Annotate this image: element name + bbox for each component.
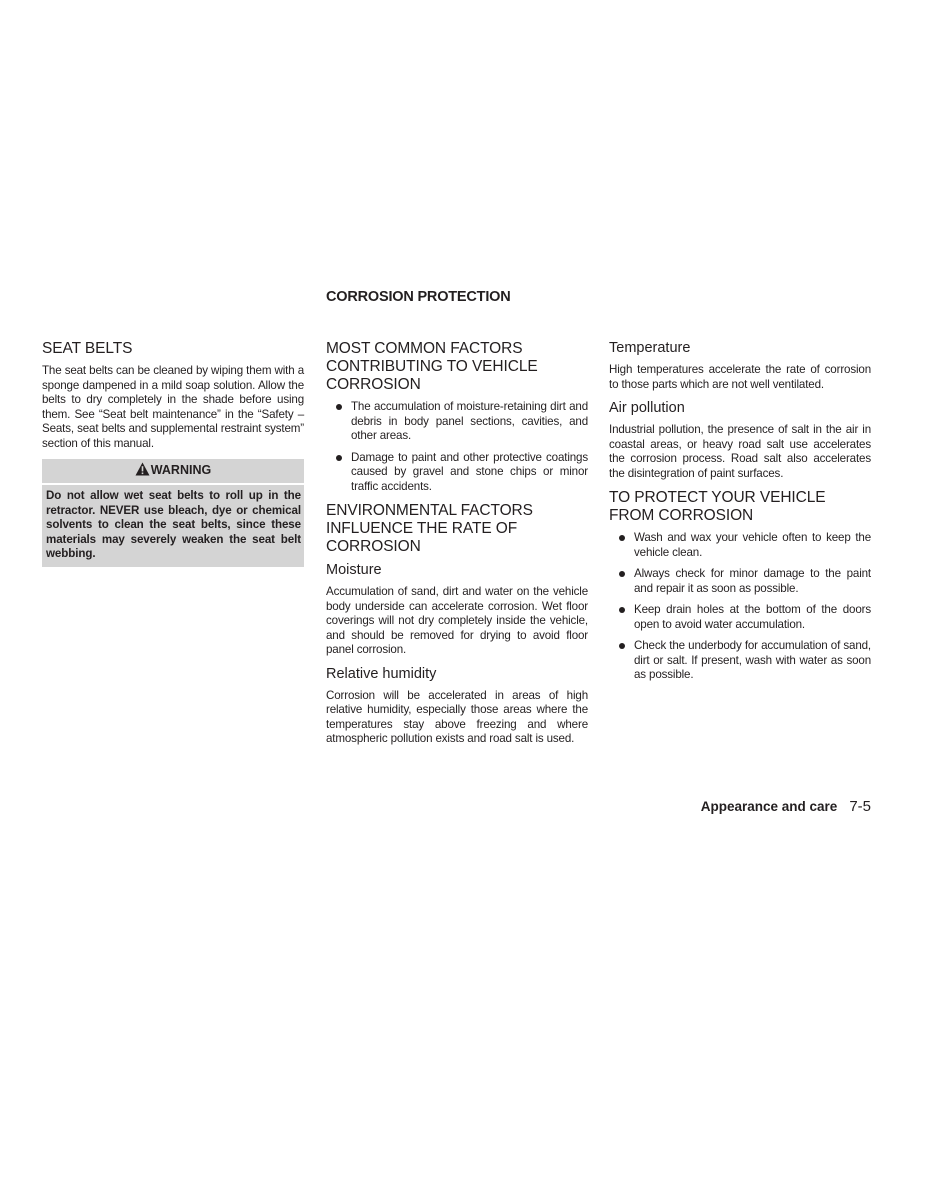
humidity-body: Corrosion will be accelerated in areas of high relative humidity, especially those areas where the temperatures stay above freezing and where atmospheric pollution exists and road salt is used. [326,688,588,745]
bullet-icon [619,643,625,649]
list-item [326,400,588,444]
humidity-heading: Relative humidity [326,665,437,682]
warning-title: WARNING [150,463,212,477]
temperature-body: High temperatures accelerate the rate of corrosion to those parts which are not well ventilated. [609,363,871,391]
list-item-text: Wash and wax your vehicle often to keep the vehicle clean. [634,531,871,559]
list-item-text: Always check for minor damage to the paint and repair it as soon as possible. [634,567,871,595]
bullet-icon [619,571,625,577]
bullet-icon [619,607,625,613]
protect-heading: TO PROTECT YOUR VEHICLE FROM CORROSION [609,489,826,524]
column-middle [326,340,588,755]
common-factors-heading: MOST COMMON FACTORS CONTRIBUTING TO VEHICLE CORROSION [326,340,538,393]
seat-belts-body: The seat belts can be cleaned by wiping them with a sponge dampened in a mild soap solution. Allow the belts to dry completely in the shade before using them. See “Seat belt maintenance” in the “Safety – Seats, seat belts and supplemental restraint system” section of this manual. [42,364,304,450]
list-item-text: Damage to paint and other protective coatings caused by gravel and stone chips or minor traffic accidents. [351,450,588,493]
warning-header [42,459,304,485]
list-item [326,451,588,495]
column-left [42,340,304,567]
bullet-icon [336,455,342,461]
warning-box [42,459,304,567]
warning-body: Do not allow wet seat belts to roll up in the retractor. NEVER use bleach, dye or chemical solvents to clean the seat belts, since these materials may severely weaken the seat belt webbing. [46,489,301,560]
bullet-icon [619,535,625,541]
seat-belts-heading: SEAT BELTS [42,340,133,357]
moisture-body: Accumulation of sand, dirt and water on the vehicle body underside can accelerate corrosion. Wet floor coverings will not dry completely inside the vehicle, and should be removed for drying to avoid floor panel corrosion. [326,585,588,656]
footer-section-label: Appearance and care [700,799,838,814]
section-title: CORROSION PROTECTION [326,289,511,305]
environmental-heading: ENVIRONMENTAL FACTORS INFLUENCE THE RATE OF CORROSION [326,502,533,555]
warning-triangle-icon [135,462,150,479]
protect-list [609,531,871,683]
air-pollution-heading: Air pollution [609,400,685,416]
list-item-text: Check the underbody for accumulation of sand, dirt or salt. If present, wash with water as soon as possible. [634,639,871,681]
list-item [609,639,871,683]
list-item [609,531,871,560]
page-footer [701,798,871,815]
common-factors-list [326,400,588,494]
list-item-text: Keep drain holes at the bottom of the doors open to avoid water accumulation. [634,603,871,631]
page-number: 7-5 [849,798,871,815]
temperature-heading: Temperature [609,340,691,356]
column-right [609,340,871,691]
list-item [609,603,871,632]
air-pollution-body: Industrial pollution, the presence of salt in the air in coastal areas, or heavy road salt use accelerates the corrosion process. Road salt also accelerates the disintegration of paint surfaces. [609,423,871,480]
moisture-heading: Moisture [326,562,382,578]
list-item-text: The accumulation of moisture-retaining dirt and debris in body panel sections, cavities, and other areas. [351,400,588,442]
bullet-icon [336,404,342,410]
list-item [609,567,871,596]
